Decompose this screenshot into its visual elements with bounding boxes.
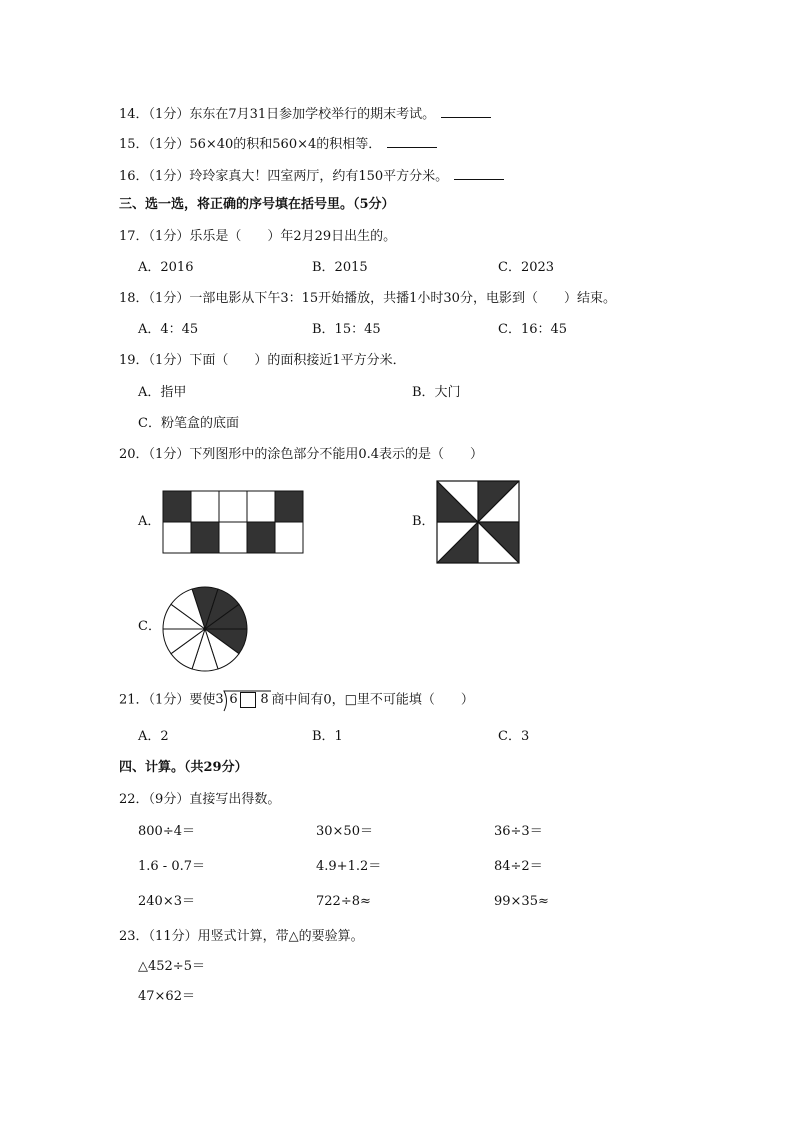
calc-item: 1.6 - 0.7＝: [138, 859, 206, 874]
figure-a-grid: [162, 490, 304, 554]
question-15: [119, 134, 437, 154]
calc-item: 36÷3＝: [494, 824, 543, 839]
section-3-title: 三、选一选，将正确的序号填在括号里。（5分）: [119, 197, 395, 212]
question-14: [119, 104, 491, 124]
divisor: 3: [215, 692, 224, 707]
question-17-text: 17．（1分）乐乐是（ ）年2月29日出生的。: [119, 229, 397, 244]
question-16-text: 16．（1分）玲玲家真大！四室两厅，约有150平方分米。: [119, 169, 449, 184]
answer-blank[interactable]: [387, 134, 437, 148]
figure-c-circle: [160, 584, 250, 674]
question-21-option-c[interactable]: C．3: [498, 729, 530, 744]
dividend-digit-1: 6: [229, 692, 238, 707]
question-21: [119, 690, 474, 710]
question-19-option-b[interactable]: B．大门: [412, 385, 461, 400]
question-19-option-a[interactable]: A．指甲: [138, 385, 187, 400]
shaded-cell: [191, 522, 219, 553]
question-23-text: 23．（11分）用竖式计算，带△的要验算。: [119, 929, 364, 944]
question-18-option-c[interactable]: C．16：45: [498, 322, 568, 337]
calc-item: 99×35≈: [494, 894, 549, 909]
question-18-option-a[interactable]: A．4：45: [138, 322, 199, 337]
section-4-title: 四、计算。（共29分）: [119, 760, 248, 775]
answer-blank[interactable]: [454, 166, 504, 180]
answer-blank[interactable]: [441, 104, 491, 118]
shaded-cell: [275, 491, 303, 522]
figure-b-pinwheel: [436, 480, 520, 564]
calc-item: 30×50＝: [316, 824, 373, 839]
question-20-option-b[interactable]: B．: [412, 514, 435, 529]
question-21-suffix: 商中间有0，□里不可能填（ ）: [271, 692, 474, 708]
question-21-option-a[interactable]: A．2: [138, 729, 169, 744]
question-16: [119, 166, 504, 186]
question-20-text: 20．（1分）下列图形中的涂色部分不能用0.4表示的是（ ）: [119, 447, 483, 462]
calc-item: 84÷2＝: [494, 859, 543, 874]
vertical-calc-item: 47×62＝: [138, 989, 195, 1004]
question-17-option-a[interactable]: A．2016: [138, 260, 194, 275]
question-20-option-c[interactable]: C．: [138, 619, 161, 634]
calc-item: 722÷8≈: [316, 894, 371, 909]
question-18-option-b[interactable]: B．15：45: [312, 322, 381, 337]
question-21-prefix: 21．（1分）要使: [119, 692, 216, 708]
vertical-calc-item: △452÷5＝: [138, 959, 205, 974]
calc-item: 240×3＝: [138, 894, 195, 909]
question-18-text: 18．（1分）一部电影从下午3：15开始播放，共播1小时30分，电影到（ ）结束。: [119, 291, 616, 306]
question-17-option-c[interactable]: C．2023: [498, 260, 555, 275]
question-17-option-b[interactable]: B．2015: [312, 260, 368, 275]
missing-digit-box[interactable]: [240, 692, 256, 708]
question-19-text: 19．（1分）下面（ ）的面积接近1平方分米．: [119, 353, 406, 368]
question-14-text: 14．（1分）东东在7月31日参加学校举行的期末考试。: [119, 107, 436, 122]
question-21-option-b[interactable]: B．1: [312, 729, 343, 744]
question-15-text: 15．（1分）56×40的积和560×4的积相等．: [119, 137, 382, 152]
shaded-cell: [163, 491, 191, 522]
question-20-option-a[interactable]: A．: [138, 514, 161, 529]
question-22-text: 22．（9分）直接写出得数。: [119, 792, 281, 807]
calc-item: 4.9+1.2＝: [316, 859, 382, 874]
calc-item: 800÷4＝: [138, 824, 195, 839]
division-expression: [215, 690, 271, 710]
question-19-option-c[interactable]: C．粉笔盒的底面: [138, 416, 239, 431]
dividend-digit-3: 8: [260, 692, 269, 707]
shaded-cell: [247, 522, 275, 553]
